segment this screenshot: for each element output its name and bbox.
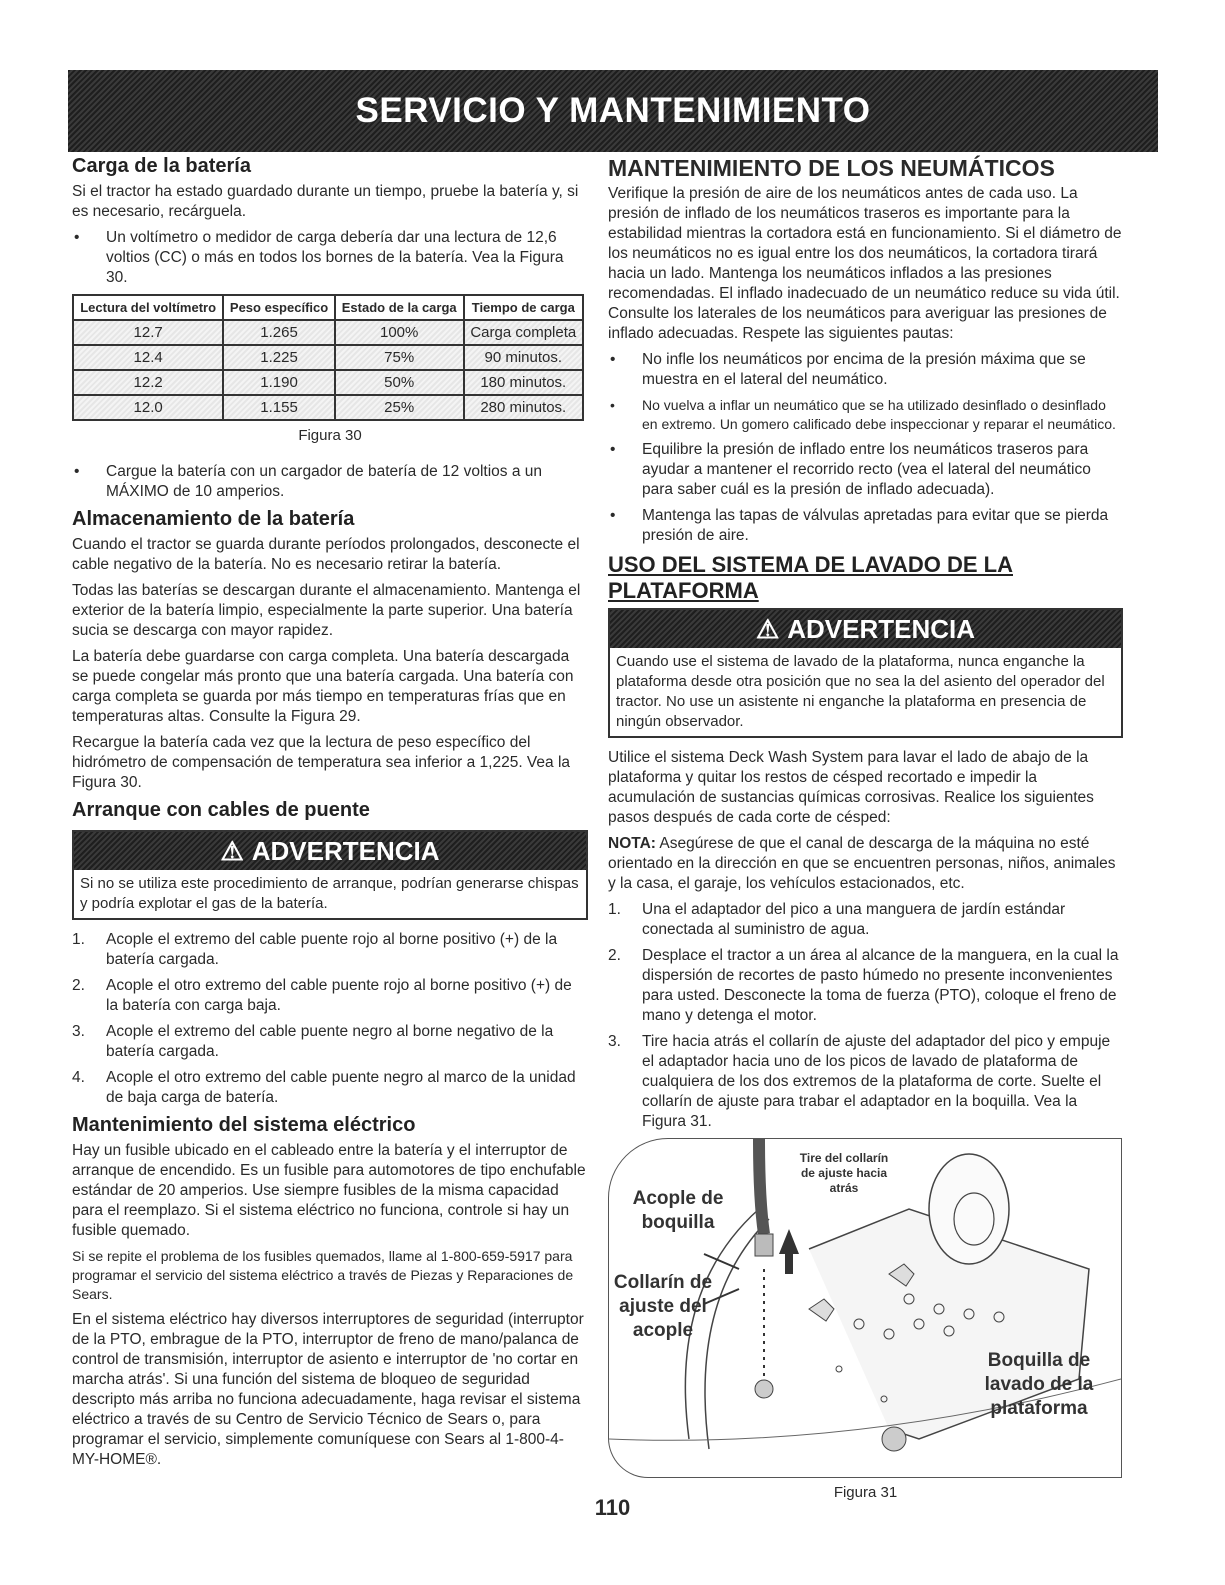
paragraph: Verifique la presión de aire de los neumáticos antes de cada uso. La presión de inflado de los neumáticos traseros es importante para la estabilidad mientras la cortadora está en funcionamiento. Si el diámetro de los neumáticos no es igual entre los dos neumáticos, la cortadora tirará hacia un lado. Mantenga los neumáticos inflados a las presiones recomendadas. El inflado inadecuado de un neumático reduce su vida útil. Consulte los laterales de los neumáticos para averiguar las presiones de inflado adecuadas. Respete las siguientes pautas: xyxy=(608,185,1122,342)
warning-triangle-icon: ⚠ xyxy=(755,613,780,644)
paragraph: Cuando el tractor se guarda durante períodos prolongados, desconecte el cable negativo de la batería. No es necesario retirar la batería. xyxy=(72,536,580,573)
step-text: Una el adaptador del pico a una manguera de jardín estándar conectada al suministro de agua. xyxy=(642,901,1066,938)
paragraph: La batería debe guardarse con carga completa. Una batería descargada se puede congelar más pronto que una batería cargada. Una batería con carga completa se guarda por más tiempo en temperaturas frías que en temperaturas altas. Consulte la Figura 29. xyxy=(72,648,574,725)
right-column xyxy=(608,155,1123,1519)
cell: 25% xyxy=(335,395,464,420)
paragraph: Si el tractor ha estado guardado durante un tiempo, pruebe la batería y, si es necesario, recárguela. xyxy=(72,183,579,220)
cell: 12.0 xyxy=(73,395,223,420)
bullet-item: • No infle los neumáticos por encima de la presión máxima que se muestra en el lateral del neumático. xyxy=(608,350,1123,390)
label-acople: Acople de boquilla xyxy=(632,1188,724,1233)
warning-text: Si no se utiliza este procedimiento de arranque, podrían generarse chispas y podría explotar el gas de la batería. xyxy=(80,875,579,912)
bullet-item: • Equilibre la presión de inflado entre los neumáticos traseros para ayudar a mantener el recorrido recto (vea el lateral del neumático para saber cuál es la presión de inflado adecuada). xyxy=(608,440,1123,500)
banner-title: SERVICIO Y MANTENIMIENTO xyxy=(355,91,871,130)
step-text: Desplace el tractor a un área al alcance de la manguera, en la cual la dispersión de recortes de pasto húmedo no presente inconvenientes para usted. Desconecte la toma de fuerza (PTO), coloque el freno de mano y detenga el motor. xyxy=(642,947,1119,1024)
paragraph: Recargue la batería cada vez que la lectura de peso específico del hidrómetro de compensación de temperatura sea inferior a 1,225. Vea la Figura 30. xyxy=(72,734,571,791)
cell: 100% xyxy=(335,320,464,345)
nota-text: Asegúrese de que el canal de descarga de la máquina no esté orientado en la dirección en que se encuentren personas, niños, animales y la casa, el garaje, los vehículos estacionados, etc. xyxy=(608,835,1116,892)
step-item xyxy=(72,976,588,1016)
step-text: Acople el extremo del cable puente negro al borne negativo de la batería cargada. xyxy=(106,1023,554,1060)
paragraph: En el sistema eléctrico hay diversos interruptores de seguridad (interruptor de la PTO, embrague de la PTO, interruptor de freno de mano/palanca de control de transmisión, interruptor de asiento e interruptor de 'no cortar en marcha atrás'. Si una función del sistema de bloqueo de seguridad descripto más arriba no funciona adecuadamente, haga revisar el sistema eléctrico a través de su Centro de Servicio Técnico de Sears o, para programar el servicio, simplemente comuníquese con Sears al 1-800-4-MY-HOME®. xyxy=(72,1311,584,1468)
bullet-item: • Mantenga las tapas de válvulas apretadas para evitar que se pierda presión de aire. xyxy=(608,506,1123,546)
table-row xyxy=(73,395,583,420)
step-item xyxy=(608,946,1123,1026)
table-row xyxy=(73,345,583,370)
warning-box xyxy=(72,830,588,920)
col-header: Tiempo de carga xyxy=(464,295,583,320)
paragraph: Utilice el sistema Deck Wash System para lavar el lado de abajo de la plataforma y quitar los restos de césped recortado e impedir la acumulación de sustancias químicas corrosivas. Realice los siguientes pasos después de cada corte de césped: xyxy=(608,749,1094,826)
cell: 280 minutos. xyxy=(464,395,583,420)
cell: 50% xyxy=(335,370,464,395)
heading-electrico: Mantenimiento del sistema eléctrico xyxy=(72,1114,416,1136)
cell: Carga completa xyxy=(464,320,583,345)
paragraph: Todas las baterías se descargan durante el almacenamiento. Mantenga el exterior de la batería limpio, especialmente la parte superior. Una batería sucia se descarga con mayor rapidez. xyxy=(72,582,581,639)
step-text: Acople el otro extremo del cable puente rojo al borne positivo (+) de la batería con carga baja. xyxy=(106,977,572,1014)
step-number: 2. xyxy=(72,977,85,994)
nota-label: NOTA: xyxy=(608,835,656,852)
step-item xyxy=(72,1022,588,1062)
paragraph: Hay un fusible ubicado en el cableado entre la batería y el interruptor de arranque de encendido. Es un fusible para automotores de tipo enchufable estándar de 20 amperios. Use siempre fusibles de la misma capacidad para el reemplazo. Si el sistema eléctrico no funciona, controle si hay un fusible quemado. xyxy=(72,1142,586,1239)
cell: 1.155 xyxy=(223,395,335,420)
warning-header xyxy=(610,610,1121,648)
cell: 1.190 xyxy=(223,370,335,395)
cell: 12.4 xyxy=(73,345,223,370)
step-number: 2. xyxy=(608,947,621,964)
bullet-item: • Un voltímetro o medidor de carga debería dar una lectura de 12,6 voltios (CC) o más en todos los bornes de la batería. Vea la Figura 30. xyxy=(72,228,588,288)
warning-box xyxy=(608,608,1123,738)
step-item xyxy=(608,900,1123,940)
heading-arranque: Arranque con cables de puente xyxy=(72,799,370,821)
cell: 12.2 xyxy=(73,370,223,395)
heading-carga: Carga de la batería xyxy=(72,155,251,177)
bullet-item: • Cargue la batería con un cargador de batería de 12 voltios a un MÁXIMO de 10 amperios. xyxy=(72,462,588,502)
label-collarin: Collarín de ajuste del acople xyxy=(613,1272,713,1341)
paragraph-small: Si se repite el problema de los fusibles quemados, llame al 1-800-659-5917 para programar el servicio del sistema eléctrico a través de Piezas y Reparaciones de Sears. xyxy=(72,1248,574,1302)
cell: 12.7 xyxy=(73,320,223,345)
heading-neumaticos: MANTENIMIENTO DE LOS NEUMÁTICOS xyxy=(608,155,1055,181)
page-number: 110 xyxy=(594,1495,631,1520)
cell: 1.265 xyxy=(223,320,335,345)
warning-header xyxy=(74,832,586,870)
col-header: Estado de la carga xyxy=(335,295,464,320)
warning-text: Cuando use el sistema de lavado de la plataforma, nunca enganche la plataforma desde otra posición que no sea la del asiento del operador del tractor. No use un asistente ni enganche la plataforma en presencia de ningún observador. xyxy=(616,653,1105,730)
warning-title: ADVERTENCIA xyxy=(787,613,976,644)
step-number: 1. xyxy=(72,931,85,948)
step-item xyxy=(72,1068,588,1108)
heading-uso-lavado: USO DEL SISTEMA DE LAVADO DE LA PLATAFORMA xyxy=(608,552,1013,603)
cell: 75% xyxy=(335,345,464,370)
step-number: 4. xyxy=(72,1069,85,1086)
table-row xyxy=(73,370,583,395)
table-header-row xyxy=(73,295,583,320)
left-column xyxy=(72,155,588,1476)
label-tire: Tire del collarín de ajuste hacia atrás xyxy=(799,1151,889,1195)
col-header: Peso específico xyxy=(223,295,335,320)
warning-title: ADVERTENCIA xyxy=(251,835,440,866)
col-header: Lectura del voltímetro xyxy=(73,295,223,320)
heading-almacenamiento: Almacenamiento de la batería xyxy=(72,508,355,530)
label-boquilla: Boquilla de lavado de la plataforma xyxy=(984,1350,1094,1419)
step-number: 3. xyxy=(608,1033,621,1050)
figure-caption: Figura 30 xyxy=(298,427,362,444)
table-row xyxy=(73,320,583,345)
step-item xyxy=(72,930,588,970)
cell: 1.225 xyxy=(223,345,335,370)
step-text: Tire hacia atrás el collarín de ajuste del adaptador del pico y empuje el adaptador hacia uno de los picos de lavado de plataforma de cualquiera de los dos extremos de la plataforma de corte. Suelte el collarín de ajuste para trabar el adaptador en la boquilla. Vea la Figura 31. xyxy=(642,1033,1111,1130)
warning-triangle-icon: ⚠ xyxy=(220,835,244,866)
battery-table xyxy=(72,294,584,421)
cell: 90 minutos. xyxy=(464,345,583,370)
step-text: Acople el otro extremo del cable puente negro al marco de la unidad de baja carga de batería. xyxy=(106,1069,576,1106)
step-item xyxy=(608,1032,1123,1132)
bullet-item: • No vuelva a inflar un neumático que se ha utilizado desinflado o desinflado en extremo. Un gomero calificado debe inspeccionar y reparar el neumático. xyxy=(608,396,1123,434)
step-text: Acople el extremo del cable puente rojo al borne positivo (+) de la batería cargada. xyxy=(106,931,558,968)
section-banner xyxy=(68,70,1158,152)
cell: 180 minutos. xyxy=(464,370,583,395)
step-number: 3. xyxy=(72,1023,85,1040)
figure-caption: Figura 31 xyxy=(833,1484,898,1501)
nota-paragraph xyxy=(608,834,1123,894)
step-number: 1. xyxy=(608,901,621,918)
figure-31-illustration xyxy=(608,1138,1122,1478)
